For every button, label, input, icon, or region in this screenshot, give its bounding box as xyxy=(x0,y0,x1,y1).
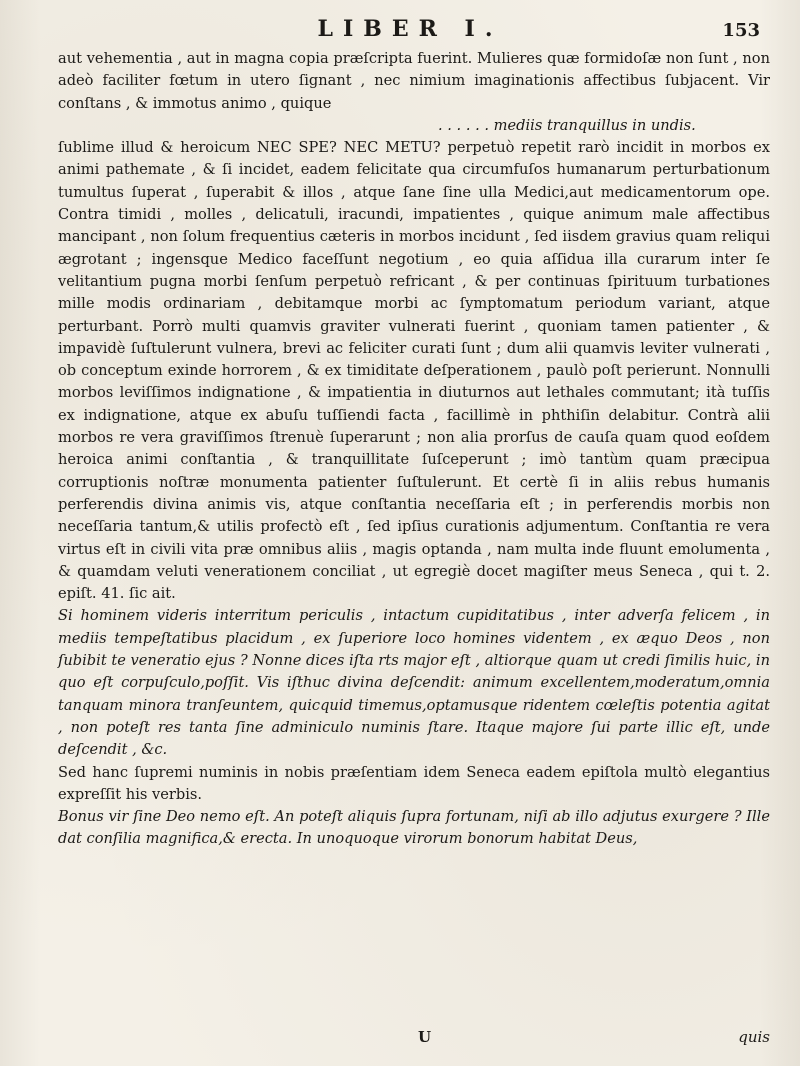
page-number: 153 xyxy=(722,20,760,41)
seneca-quotation-second: Bonus vir ſine Deo nemo eſt. An poteſt aliquis ſupra fortunam, niſi ab illo adjutus exurgere ? Ille dat conſilia magnifica,& erecta. In unoquoque virorum bonorum habitat Deus, xyxy=(58,808,770,848)
page-header xyxy=(60,14,760,46)
verse-quotation: . . . . . . mediis tranquillus in undis. xyxy=(438,116,696,134)
running-head: LIBER I. xyxy=(317,16,503,42)
seneca-quotation: Si hominem videris interritum periculis , intactum cupiditatibus , inter adverſa felicem , in mediis tempeſtatibus placidum , ex ſuperiore loco homines videntem , ex æquo Deos , non ſubibit te veneratio ejus ? Nonne dices iſta rts major eſt , altiorque quam ut credi ſimilis huic, in quo eſt corpuſculo,poſſit. Vis iſthuc divina deſcendit: animum excellentem,moderatum,omnia tanquam minora tranſeuntem, quicquid timemus,optamusque ridentem cœleſtis potentia agitat , non poteſt res tanta ſine adminiculo numinis ſtare. Itaque majore ſui parte illic eſt, unde deſcendit , &c. xyxy=(58,607,770,759)
paragraph-opening: aut vehementia , aut in magna copia præſcripta fuerint. Mulieres quæ formidoſæ non ſunt , non adeò faciliter fœtum in utero ſignant , nec nimium imaginationis affectibus ſubjacent. Vir conſtans , & immotus animo , quique xyxy=(58,50,770,112)
page-edge-shadow-left xyxy=(0,0,40,1066)
page-footer xyxy=(58,1028,770,1052)
catchword: quis xyxy=(738,1028,770,1046)
paragraph-transition: Sed hanc ſupremi numinis in nobis præſentiam idem Seneca eadem epiſtola multò elegantius expreſſit his verbis. xyxy=(58,763,770,803)
body-text xyxy=(58,48,770,851)
paragraph-main: ſublime illud & heroicum NEC SPE? NEC METU? perpetuò repetit rarò incidit in morbos ex animi pathemate , & ſi incidet, eadem felicitate qua circumfuſos humanarum perturbationum tumultus ſuperat , ſuperabit & illos , atque ſane ſine ulla Medici,aut medicamentorum ope. Contra timidi , molles , delicatuli, iracundi, impatientes , quique animum male affectibus mancipant , non ſolum frequentius cæteris in morbos incidunt , ſed iisdem gravius quam reliqui ægrotant ; ingensque Medico faceſſunt negotium , eo quia aſſidua illa curarum inter ſe velitantium pugna morbi ſenſum perpetuò refricant , & per continuas ſpirituum turbationes mille modis ordinariam , debitamque morbi ac ſymptomatum periodum variant, atque perturbant. Porrò multi quamvis graviter vulnerati fuerint , quoniam tamen patienter , & impavidè ſuſtulerunt vulnera, brevi ac feliciter curati ſunt ; dum alii quamvis leviter vulnerati , ob conceptum exinde horrorem , & ex timiditate deſperationem , paulò poſt perierunt. Nonnulli morbos leviſſimos indignatione , & impatientia in diuturnos aut lethales commutant; ità tuſſis ex indignatione, atque ex abuſu tuſſiendi facta , facillimè in phthiſin delabitur. Contrà alii morbos re vera graviſſimos ſtrenuè ſuperarunt ; non alia prorſus de cauſa quam quod eoſdem heroica animi conſtantia , & tranquillitate ſuſceperunt ; imò tantùm quam præcipua corruptionis noſtræ monumenta patienter ſuſtulerunt. Et certè ſi in aliis rebus humanis perferendis divina animis vis, atque conſtantia neceſſaria eſt ; in perferendis morbis non neceſſaria tantum,& utilis profectò eſt , ſed ipſius curationis adjumentum. Conſtantia re vera virtus eſt in civili vita præ omnibus aliis , magis optanda , nam multa inde fluunt emolumenta , & quamdam veluti venerationem conciliat , ut egregiè docet magiſter meus Seneca , qui t. 2. epiſt. 41. ſic ait. xyxy=(58,139,770,603)
signature-mark: U xyxy=(418,1028,432,1046)
